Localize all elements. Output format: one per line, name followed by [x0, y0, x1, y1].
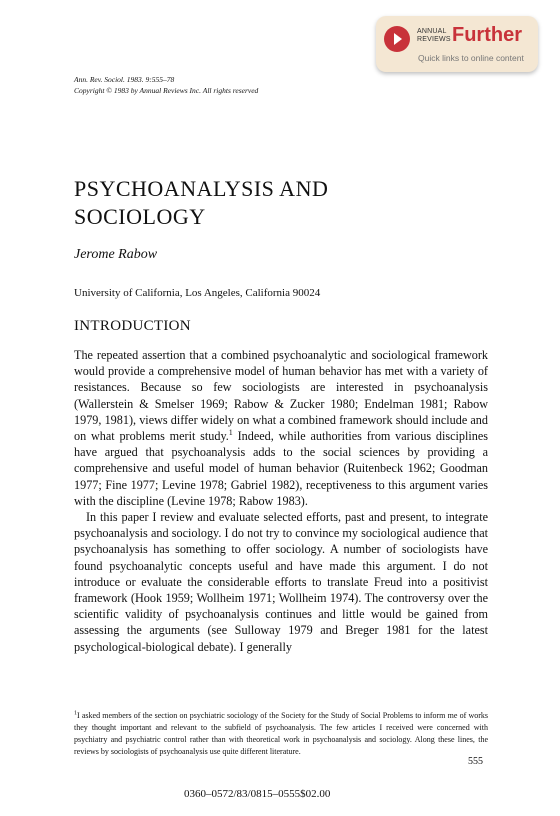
play-circle-icon: [384, 26, 410, 52]
banner-tagline: Quick links to online content: [418, 53, 524, 63]
banner-brand: Further: [452, 24, 522, 46]
footnote-marker[interactable]: 1: [228, 427, 233, 437]
journal-citation: Ann. Rev. Sociol. 1983. 9:555–78 Copyright © 1983 by Annual Reviews Inc. All rights reserved: [74, 75, 259, 95]
article-title: PSYCHOANALYSIS AND SOCIOLOGY: [74, 176, 329, 229]
paragraph: The repeated assertion that a combined psychoanalytic and sociological framework would provide a comprehensive model of human behavior has met with a variety of resistances. Because so few sociologists are interested in psychoanalysis (Wallerstein & Smelser 1969; Rabow & Zucker 1980; Endelman 1981; Rabow 1979, 1981), views differ widely on what a combined framework should include and on what problems merit study.$^1$ Indeed, while authorities from various disciplines have argued that psychoanalysis adds to the social sciences by providing a comprehensive and useful model of human behavior (Ruitenbeck 1962; Goodman 1977; Fine 1977; Levine 1978; Gabriel 1982), receptiveness to this argument varies with the discipline (Levine 1978; Rabow 1983).: [74, 348, 488, 508]
paragraph: In this paper I review and evaluate selected efforts, past and present, to integrate psychoanalysis and sociology. I do not try to convince my sociological audience that psychoanalysis has something to offer sociology. A number of sociologists have found psychoanalytic concepts useful and have made this argument. I do not introduce or evaluate the considerable efforts to translate Freud into a positivist framework (Hook 1959; Wollheim 1971; Wollheim 1974). The controversy over the scientific validity of psychoanalysis continues and little would be gained from assessing the arguments (see Sulloway 1979 and Breger 1981 for the latest psychological-biological debate). I generally: [74, 510, 488, 654]
article-body: [74, 347, 488, 655]
author-name: Jerome Rabow: [74, 247, 158, 262]
page-number: 555: [468, 756, 483, 767]
banner-publisher-label: ANNUAL REVIEWS: [417, 28, 451, 43]
footnote: $^1$I asked members of the section on psychiatric sociology of the Society for the Study of Social Problems to inform me of works they thought important and relevant to the subfield of psychoanalysis. The few articles I received were concerned with psychiatry and psychiatric control rather than with theoretical work in psychoanalysis and sociology. Along these lines, the reviews by sociologists of psychoanalysis use quite different literature.: [74, 710, 488, 756]
section-heading: INTRODUCTION: [74, 318, 191, 334]
author-affiliation: University of California, Los Angeles, California 90024: [74, 287, 321, 299]
document-code: 0360–0572/83/0815–0555$02.00: [184, 788, 331, 800]
annual-reviews-further-banner[interactable]: [376, 16, 538, 72]
